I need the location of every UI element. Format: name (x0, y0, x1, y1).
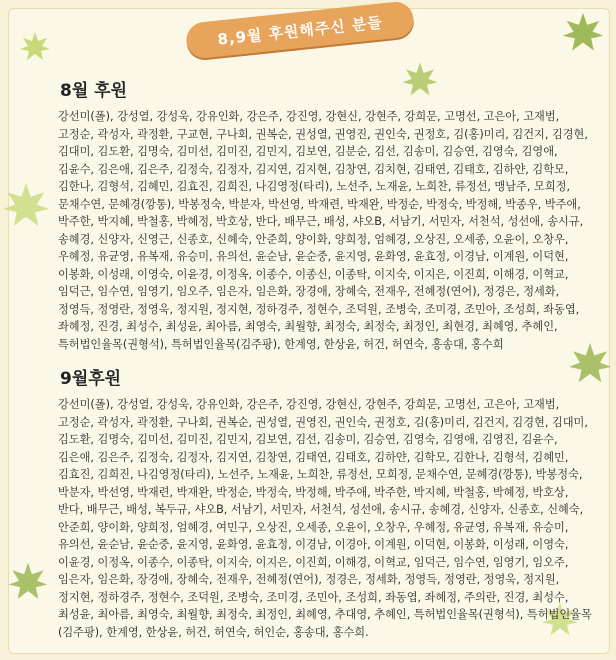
august-heading (60, 76, 127, 101)
september-heading-text: 9월후원 (60, 369, 122, 389)
september-donor-list: 강선미(폴), 강성열, 강성욱, 강유인화, 강은주, 강진영, 강현신, 강현주, 강희문, 고명선, 고은아, 고재범, 고정순, 곽성자, 곽정환, 구나회, 권복순, 권성열, 권영진, 권인숙, 권정호, 김(홍)미리, 김건지, 김경현, 김대미, 김도환, 김명숙, 김미선, 김미진, 김민지, 김보연, 김선, 김송미, 김승연, 김영숙, 김영애, 김영진, 김윤수, 김은애, 김은주, 김정숙, 김정자, 김지연, 김창연, 김태연, 김태호, 김하얀, 김학모, 김한나, 김형석, 김혜민, 김효진, 김희진, 나김영정(타리), 노선주, 노재윤, 노희찬, 류정선, 모희정, 문채수연, 문혜경(깡통), 박봉정숙, 박분자, 박선영, 박재련, 박재완, 박정순, 박정숙, 박정해, 박주애, 박주한, 박지혜, 박철홍, 박혜정, 박호상, 반다, 배무근, 배성, 복두규, 샤오B, 서남기, 서민자, 서천석, 성선애, 송시규, 송혜경, 신양자, 신종호, 신혜숙, 안준희, 양이화, 양희정, 엄혜경, 여민구, 오상진, 오세종, 오윤이, 오창우, 우혜정, 유균영, 유복재, 유승미, 유의선, 윤순남, 윤순중, 윤지영, 윤화영, 윤효정, 이경남, 이경아, 이계원, 이덕현, 이봉화, 이성래, 이영숙, 이윤경, 이정옥, 이종수, 이종탁, 이지숙, 이지은, 이진희, 이해경, 이혁교, 임덕근, 임수연, 임영기, 임오주, 임은자, 임은화, 장경애, 장혜숙, 전재우, 전혜정(연어), 정경은, 정세화, 정영득, 정영란, 정영욱, 정지원, 정지현, 정하경주, 정현수, 조덕원, 조병숙, 조미경, 조민아, 조성희, 좌동엽, 좌혜정, 주의란, 진경, 최성수, 최성윤, 최아름, 최영숙, 최월향, 최정숙, 최정인, 최혜영, 추대영, 추혜인, 특허법인율목(권형석), 특허법인율목(김주팡), 한계영, 한상윤, 허건, 허연숙, 허인순, 홍송대, 홍수희. (58, 398, 592, 639)
page-title: 8,9월 후원해주신 분들 (216, 12, 384, 49)
september-heading (60, 364, 121, 389)
august-donor-list: 강선미(폴), 강성열, 강성욱, 강유인화, 강은주, 강진영, 강현신, 강현주, 강희문, 고명선, 고은아, 고재범, 고정순, 곽성자, 곽정환, 구교현, 구나회, 권복순, 권성열, 권영진, 권인숙, 권정호, 김(홍)미리, 김건지, 김경현, 김대미, 김도환, 김명숙, 김미선, 김미진, 김민지, 김보연, 김분순, 김선, 김송미, 김승연, 김영숙, 김영애, 김윤수, 김은애, 김은주, 김정숙, 김정자, 김지연, 김지현, 김창연, 김치현, 김태연, 김태호, 김하얀, 김학모, 김한나, 김형석, 김혜민, 김효진, 김희진, 나김영정(타리), 노선주, 노재윤, 노희찬, 류정선, 맹남주, 모희정, 문채수연, 문혜경(깡통), 박봉정숙, 박분자, 박선영, 박재련, 박재완, 박정순, 박정숙, 박정해, 박종우, 박주애, 박주한, 박지혜, 박철홍, 박혜정, 박호상, 반다, 배무근, 배성, 샤오B, 서남기, 서민자, 서천석, 성선애, 송시규, 송혜경, 신양자, 신영근, 신종호, 신혜숙, 안준희, 양이화, 양희정, 엄혜경, 오상진, 오세종, 오윤이, 오창우, 우혜정, 유균영, 유복재, 유승미, 유의선, 윤순남, 윤순중, 윤지영, 윤화영, 윤효정, 이경남, 이계원, 이덕현, 이봉화, 이성래, 이영숙, 이윤경, 이정옥, 이종수, 이종신, 이종탁, 이지숙, 이지은, 이진희, 이해경, 이혁교, 임덕근, 임수연, 임영기, 임오주, 임은자, 임은화, 장경애, 장혜숙, 전재우, 전혜정(연어), 정경은, 정세화, 정영득, 정영란, 정영욱, 정지원, 정지현, 정하경주, 정현수, 조덕원, 조병숙, 조미경, 조민아, 조성희, 좌동엽, 좌혜정, 진경, 최성수, 최성윤, 최아름, 최영숙, 최월향, 최정숙, 최정숙, 최정인, 최현경, 최혜영, 추혜인, 특허법인율목(권형석), 특허법인율목(김주팡), 한계영, 한상윤, 허건, 허연숙, 홍송대, 홍수희 (58, 110, 588, 351)
august-heading-text: 8월 후원 (60, 81, 128, 101)
